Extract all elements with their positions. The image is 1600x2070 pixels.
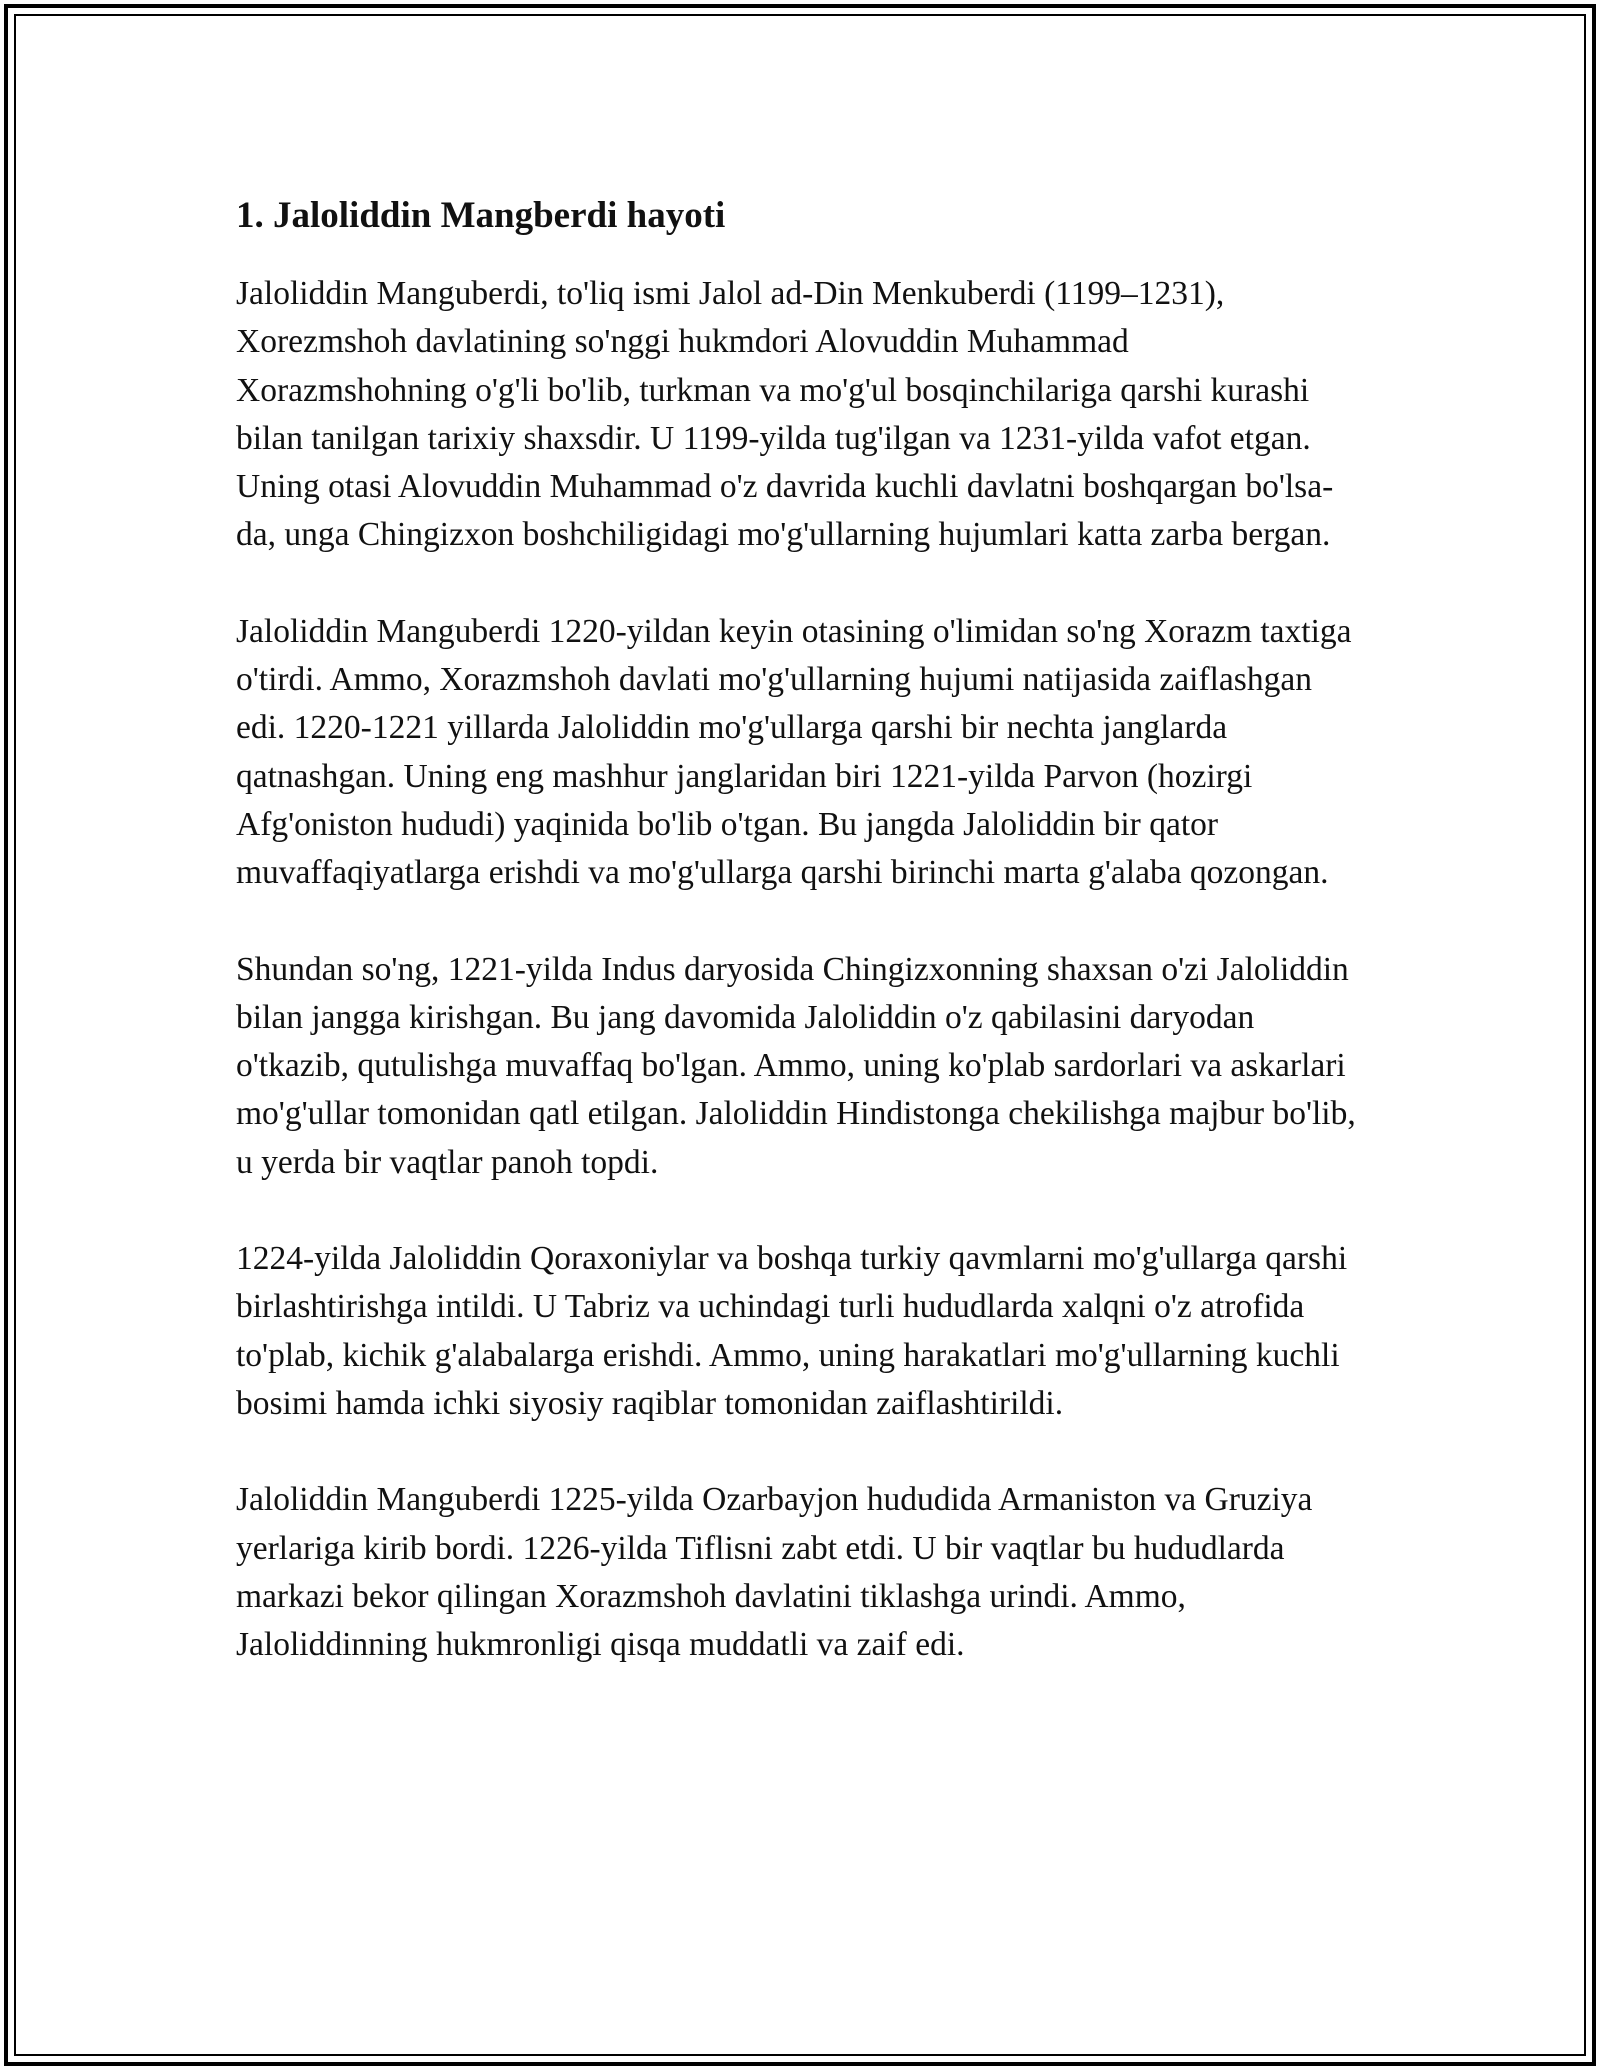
- paragraph-4: 1224-yilda Jaloliddin Qoraxoniylar va boshqa turkiy qavmlarni mo'g'ullarga qarshi birlashtirishga intildi. U Tabriz va uchindagi turli hududlarda xalqni o'z atrofida to'plab, kichik g'alabalarga erishdi. Ammo, uning harakatlari mo'g'ullarning kuchli bosimi hamda ichki siyosiy raqiblar tomonidan zaiflashtirildi.: [236, 1240, 1348, 1422]
- section-title: 1. Jaloliddin Mangberdi hayoti: [236, 195, 726, 236]
- paragraph-2: Jaloliddin Manguberdi 1220-yildan keyin otasining o'limidan so'ng Xorazm taxtiga o'tirdi. Ammo, Xorazmshoh davlati mo'g'ullarning hujumi natijasida zaiflashgan edi. 1220-1221 yillarda Jaloliddin mo'g'ullarga qarshi bir nechta janglarda qatnashgan. Uning eng mashhur janglaridan biri 1221-yilda Parvon (hozirgi Afg'oniston hududi) yaqinida bo'lib o'tgan. Bu jangda Jaloliddin bir qator muvaffaqiyatlarga erishdi va mo'g'ullarga qarshi birinchi marta g'alaba qozongan.: [236, 612, 1352, 892]
- paragraph-5: Jaloliddin Manguberdi 1225-yilda Ozarbayjon hududida Armaniston va Gruziya yerlariga kirib bordi. 1226-yilda Tiflisni zabt etdi. U bir vaqtlar bu hududlarda markazi bekor qilingan Xorazmshoh davlatini tiklashga urindi. Ammo, Jaloliddinning hukmronligi qisqa muddatli va zaif edi.: [236, 1481, 1313, 1664]
- paragraph-3: Shundan so'ng, 1221-yilda Indus daryosida Chingizxonning shaxsan o'zi Jaloliddin bilan jangga kirishgan. Bu jang davomida Jaloliddin o'z qabilasini daryodan o'tkazib, qutulishga muvaffaq bo'lgan. Ammo, uning ko'plab sardorlari va askarlari mo'g'ullar tomonidan qatl etilgan. Jaloliddin Hindistonga chekilishga majbur bo'lib, u yerda bir vaqtlar panoh topdi.: [236, 950, 1356, 1181]
- document-body: [236, 186, 1366, 1669]
- paragraph-1: Jaloliddin Manguberdi, to'liq ismi Jalol ad-Din Menkuberdi (1199–1231), Xorezmshoh davlatining so'nggi hukmdori Alovuddin Muhammad Xorazmshohning o'g'li bo'lib, turkman va mo'g'ul bosqinchilariga qarshi kurashi bilan tanilgan tarixiy shaxsdir. U 1199-yilda tug'ilgan va 1231-yilda vafot etgan. Uning otasi Alovuddin Muhammad o'z davrida kuchli davlatni boshqargan bo'lsa-da, unga Chingizxon boshchiligidagi mo'g'ullarning hujumlari katta zarba bergan.: [236, 275, 1334, 554]
